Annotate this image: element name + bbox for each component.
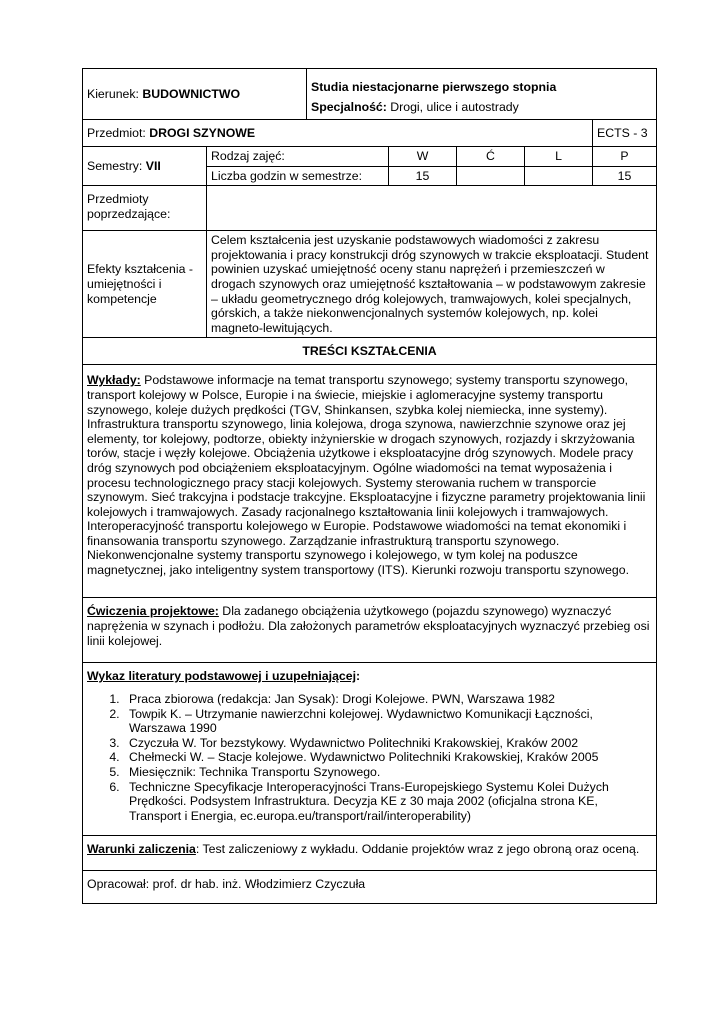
hours-c — [457, 166, 525, 186]
kierunek-label: Kierunek: — [87, 86, 143, 101]
przedmiot-value: DROGI SZYNOWE — [149, 125, 256, 140]
kierunek-value: BUDOWNICTWO — [142, 86, 241, 101]
liczba-label: Liczba godzin w semestrze: — [207, 166, 389, 186]
col-w: W — [389, 147, 457, 167]
warunki-row — [83, 836, 657, 871]
wyklady-text: Podstawowe informacje na temat transportu szynowego; systemy transportu szynowego, transport kolejowy w Polsce, Europie i na świecie, miejskie i aglomeracyjne systemy transportu szynowego, koleje dużych prędkości (TGV, Shinkansen, szybka kolej niemiecka, inne systemy). Infrastruktura transportu szynowego, linia kolejowa, droga szynowa, nawierzchnie szynowe oraz jej elementy, tor kolejowy, podtorze, obiekty inżynierskie w drogach szynowych, rozjazdy i skrzyżowania torów, stacje i węzły kolejowe. Obciążenia użytkowe i eksploatacyjne dróg szynowych. Modele pracy dróg szynowych pod obciążeniem eksploatacyjnym. Ogólne wiadomości na temat wyposażenia i procesu technologicznego pracy stacji kolejowych. Systemy sterowania ruchem w transporcie szynowym. Sieć trakcyjna i podstacje trakcyjne. Eksploatacyjne i fizyczne parametry projektowania linii kolejowych i tramwajowych. Zasady racjonalnego kształtowania linii kolejowych i tramwajowych. Interoperacyjność transportu kolejowego w Europie. Podstawowe wiadomości na temat ekonomiki i finansowania transportu szynowego. Zarządzanie infrastrukturą transportu szynowego. Niekonwencjonalne systemy transportu szynowego i kolejowego, w tym kolej na poduszce magnetycznej, jako inteligentny system transportowy (ITS). Kierunki rozwoju transportu szynowego. — [87, 373, 646, 578]
literatura-heading — [87, 669, 652, 684]
literatura-colon: : — [356, 669, 361, 684]
studia-cell — [307, 69, 657, 120]
literatura-item: 6. Techniczne Specyfikacje Interoperacyjności Trans-Europejskiego Systemu Kolei Dużych Prędkości. Podsystem Infrastruktura. Decyzja KE z 30 maja 2002 (oficjalna strona KE, Transport i Energia, ec.europa.eu/transport/rail/interoperability) — [123, 780, 652, 824]
specjalnosc-label: Specjalność: — [311, 100, 387, 114]
poprzedzajace-value — [207, 186, 657, 231]
przedmiot-cell — [83, 120, 593, 147]
efekty-row — [83, 231, 657, 338]
col-c: Ć — [457, 147, 525, 167]
warunki-text: : Test zaliczeniowy z wykładu. Oddanie projektów wraz z jego obroną oraz oceną. — [195, 842, 640, 857]
opracowal-row — [83, 871, 657, 904]
specjalnosc — [311, 97, 652, 117]
warunki-cell — [83, 836, 657, 871]
rodzaj-label: Rodzaj zajęć: — [207, 147, 389, 167]
semestr-label: Semestry: — [87, 158, 146, 173]
literatura-row — [83, 663, 657, 836]
syllabus-table — [82, 68, 657, 904]
ects-cell: ECTS - 3 — [593, 120, 657, 147]
rodzaj-row — [83, 147, 657, 167]
literatura-item: 3. Czyczuła W. Tor bezstykowy. Wydawnictwo Politechniki Krakowskiej, Kraków 2002 — [123, 736, 652, 751]
semestr-value: VII — [145, 158, 161, 173]
tresci-title: TREŚCI KSZTAŁCENIA — [83, 338, 657, 365]
col-l: L — [525, 147, 593, 167]
literatura-item: 4. Chełmecki W. – Stacje kolejowe. Wydawnictwo Politechniki Krakowskiej, Kraków 2005 — [123, 750, 652, 765]
cwiczenia-cell — [83, 598, 657, 663]
header-row — [83, 69, 657, 120]
cwiczenia-row — [83, 598, 657, 663]
hours-p: 15 — [593, 166, 657, 186]
specjalnosc-value: Drogi, ulice i autostrady — [386, 100, 519, 114]
przedmiot-row — [83, 120, 657, 147]
literatura-item: 1. Praca zbiorowa (redakcja: Jan Sysak): Drogi Kolejowe. PWN, Warszawa 1982 — [123, 692, 652, 707]
przedmiot-label: Przedmiot: — [87, 125, 150, 140]
cwiczenia-text: Dla zadanego obciążenia użytkowego (pojazdu szynowego) wyznaczyć naprężenia w szynach i podłożu. Dla założonych parametrów eksploatacyjnych wyznaczyć przebieg osi linii kolejowej. — [87, 604, 650, 648]
semestr-cell — [83, 147, 207, 186]
kierunek-cell — [83, 69, 307, 120]
wyklady-cell — [83, 365, 657, 598]
poprzedzajace-row — [83, 186, 657, 231]
studia-text: Studia niestacjonarne pierwszego stopnia — [311, 80, 557, 94]
hours-w: 15 — [389, 166, 457, 186]
wyklady-row — [83, 365, 657, 598]
literatura-list — [87, 692, 652, 823]
efekty-text: Celem kształcenia jest uzyskanie podstawowych wiadomości z zakresu projektowania i pracy konstrukcji dróg szynowych w trakcie eksploatacji. Student powinien uzyskać umiejętność oceny stanu naprężeń i przemieszczeń w drogach szynowych oraz umiejętność kształtowania – w podstawowym zakresie – układu geometrycznego dróg kolejowych, tramwajowych, kolei specjalnych, górskich, a także niekonwencjonalnych systemów kolejowych, np. kolei magneto-lewitujących. — [207, 231, 657, 338]
literatura-cell — [83, 663, 657, 836]
tresci-row — [83, 338, 657, 365]
opracowal-cell: Opracował: prof. dr hab. inż. Włodzimierz Czyczuła — [83, 871, 657, 904]
cwiczenia-label: Ćwiczenia projektowe: — [87, 604, 219, 619]
efekty-label: Efekty kształcenia - umiejętności i kompetencje — [83, 231, 207, 338]
warunki-label: Warunki zaliczenia — [87, 842, 196, 857]
literatura-item: 5. Miesięcznik: Technika Transportu Szynowego. — [123, 765, 652, 780]
literatura-label: Wykaz literatury podstawowej i uzupełniającej — [87, 669, 357, 684]
literatura-item: 2. Towpik K. – Utrzymanie nawierzchni kolejowej. Wydawnictwo Komunikacji Łączności, Warszawa 1990 — [123, 707, 652, 736]
hours-l — [525, 166, 593, 186]
poprzedzajace-label: Przedmioty poprzedzające: — [83, 186, 207, 231]
wyklady-label: Wykłady: — [87, 373, 141, 388]
col-p: P — [593, 147, 657, 167]
